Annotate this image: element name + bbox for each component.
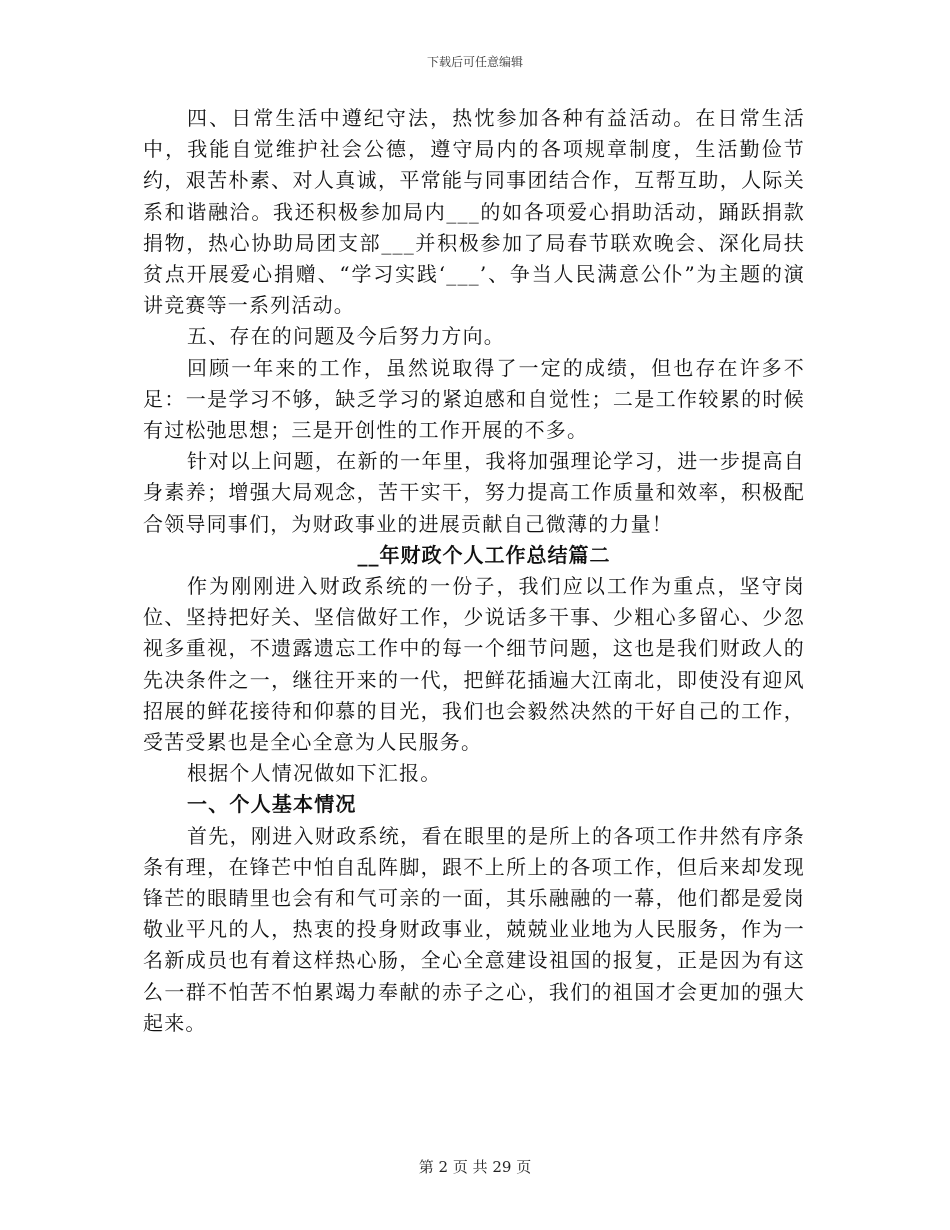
page-footer: 第 2 页 共 29 页 (418, 1158, 532, 1176)
paragraph-improvement: 针对以上问题，在新的一年里，我将加强理论学习，进一步提高自身素养；增强大局观念，苦干实干，努力提高工作质量和效率，积极配合领导同事们，为财政事业的进展贡献自己微薄的力量！ (143, 449, 805, 536)
paragraph-daily-life: 四、日常生活中遵纪守法，热忱参加各种有益活动。在日常生活中，我能自觉维护社会公德，遵守局内的各项规章制度，生活勤俭节约，艰苦朴素、对人真诚，平常能与同事团结合作，互帮互助，人际关系和谐融洽。我还积极参加局内___的如各项爱心捐助活动，踊跃捐款捐物，热心协助局团支部___并积极参加了局春节联欢晚会、深化局扶贫点开展爱心捐赠、“学习实践‘___’、争当人民满意公仆”为主题的演讲竞赛等一系列活动。 (143, 106, 805, 318)
paragraph-review: 回顾一年来的工作，虽然说取得了一定的成绩，但也存在许多不足：一是学习不够，缺乏学习的紧迫感和自觉性；二是工作较累的时候有过松弛思想；三是开创性的工作开展的不多。 (143, 355, 805, 443)
paragraph-intro: 作为刚刚进入财政系统的一份子，我们应以工作为重点，坚守岗位、坚持把好关、坚信做好工作，少说话多干事、少粗心多留心、少忽视多重视，不遗露遗忘工作中的每一个细节问题，这也是我们财政人的先决条件之一，继往开来的一代，把鲜花插遍大江南北，即使没有迎风招展的鲜花接待和仰慕的目光，我们也会毅然决然的干好自己的工作，受苦受累也是全心全意为人民服务。 (143, 574, 805, 755)
paragraph-report: 根据个人情况做如下汇报。 (187, 761, 442, 786)
page-header: 下载后可任意编辑 (426, 55, 523, 69)
section-title: __年财政个人工作总结篇二 (357, 542, 611, 567)
paragraph-first: 首先，刚进入财政系统，看在眼里的是所上的各项工作井然有序条条有理，在锋芒中怕自乱阵脚，跟不上所上的各项工作，但后来却发现锋芒的眼睛里也会有和气可亲的一面，其乐融融的一幕，他们都是爱岗敬业平凡的人，热衷的投身财政事业，兢兢业业地为人民服务，作为一名新成员也有着这样热心肠，全心全意建设祖国的报复，正是因为有这么一群不怕苦不怕累竭力奉献的赤子之心，我们的祖国才会更加的强大起来。 (143, 823, 805, 1035)
document-body (143, 103, 805, 1039)
section-heading-basic-info: 一、个人基本情况 (187, 792, 357, 817)
paragraph-problems-heading: 五、存在的问题及今后努力方向。 (187, 324, 505, 349)
